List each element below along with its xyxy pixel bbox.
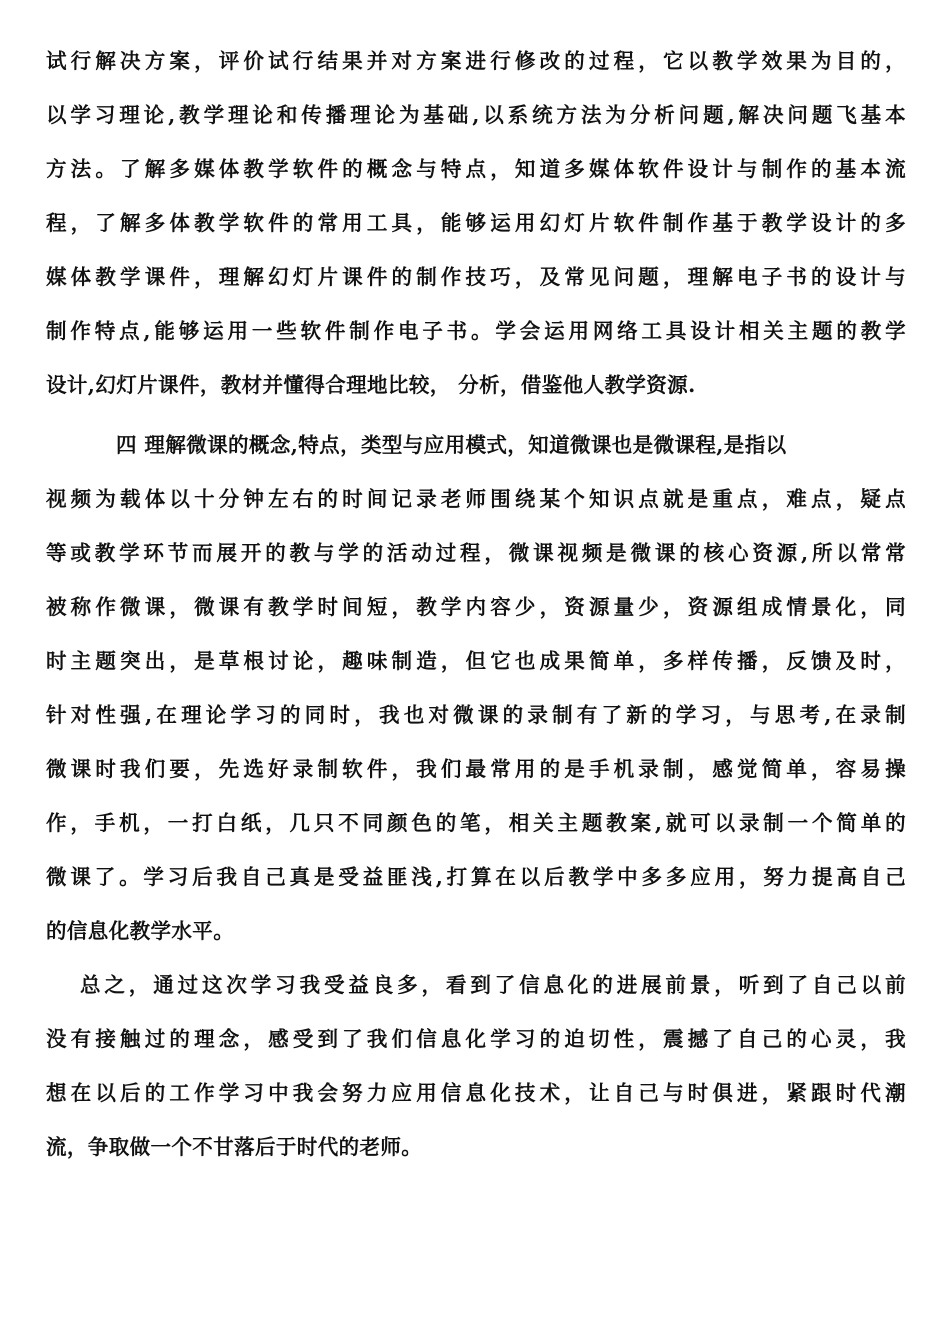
paragraph-2-line-4: 被称作微课，微课有教学时间短，教学内容少，资源量少，资源组成情景化，同 (46, 595, 906, 619)
paragraph-3-line-4: 流，争取做一个不甘落后于时代的老师。 (46, 1135, 423, 1159)
paragraph-2-line-7: 微课时我们要，先选好录制软件，我们最常用的是手机录制，感觉简单，容易操 (46, 757, 906, 781)
paragraph-1-line-1: 试行解决方案，评价试行结果并对方案进行修改的过程，它以教学效果为目的， (46, 49, 906, 73)
paragraph-2-line-6: 针对性强,在理论学习的同时，我也对微课的录制有了新的学习，与思考,在录制 (46, 703, 906, 727)
paragraph-1-line-4: 程，了解多体教学软件的常用工具，能够运用幻灯片软件制作基于教学设计的多 (46, 211, 906, 235)
paragraph-2-line-3: 等或教学环节而展开的教与学的活动过程，微课视频是微课的核心资源,所以常常 (46, 541, 906, 565)
paragraph-3-line-3: 想在以后的工作学习中我会努力应用信息化技术，让自己与时俱进，紧跟时代潮 (46, 1081, 906, 1105)
paragraph-1-line-7: 设计,幻灯片课件，教材并懂得合理地比较， 分析，借鉴他人教学资源. (46, 373, 696, 397)
paragraph-2-line-10: 的信息化教学水平。 (46, 919, 235, 943)
paragraph-2-line-5: 时主题突出，是草根讨论，趣味制造，但它也成果简单，多样传播，反馈及时， (46, 649, 906, 673)
paragraph-2-line-8: 作，手机，一打白纸，几只不同颜色的笔，相关主题教案,就可以录制一个简单的 (46, 811, 906, 835)
paragraph-3-line-1: 总之，通过这次学习我受益良多，看到了信息化的进展前景，听到了自己以前 (80, 973, 906, 997)
paragraph-2-line-9: 微课了。学习后我自己真是受益匪浅,打算在以后教学中多多应用，努力提高自己 (46, 865, 906, 889)
paragraph-1-line-3: 方法。了解多媒体教学软件的概念与特点，知道多媒体软件设计与制作的基本流 (46, 157, 906, 181)
paragraph-1-line-2: 以学习理论,教学理论和传播理论为基础,以系统方法为分析问题,解决问题飞基本 (46, 103, 906, 127)
paragraph-2-line-2: 视频为载体以十分钟左右的时间记录老师围绕某个知识点就是重点，难点，疑点 (46, 487, 906, 511)
paragraph-2-line-1: 四 理解微课的概念,特点，类型与应用模式，知道微课也是微课程,是指以 (116, 433, 787, 457)
paragraph-1-line-5: 媒体教学课件，理解幻灯片课件的制作技巧，及常见问题，理解电子书的设计与 (46, 265, 906, 289)
paragraph-1-line-6: 制作特点,能够运用一些软件制作电子书。学会运用网络工具设计相关主题的教学 (46, 319, 906, 343)
paragraph-3-line-2: 没有接触过的理念，感受到了我们信息化学习的迫切性，震撼了自己的心灵，我 (46, 1027, 906, 1051)
